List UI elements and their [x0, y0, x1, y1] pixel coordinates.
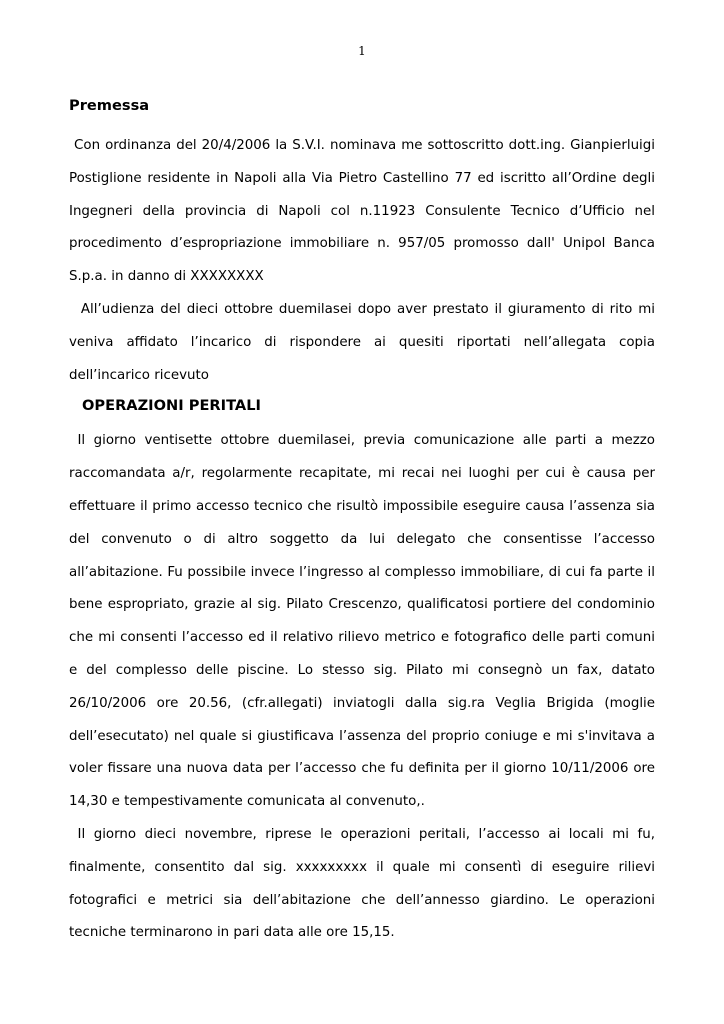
section-heading-operazioni-peritali: OPERAZIONI PERITALI: [82, 397, 261, 415]
page-number: 1: [358, 44, 366, 58]
paragraph-secondo-accesso: Il giorno dieci novembre, riprese le operazioni peritali, l’accesso ai locali mi fu, finalmente, consentito dal sig. xxxxxxxxx il quale mi consentì di eseguire rilievi fotografici e metrici sia dell’abitazione che dell’annesso giardino. Le operazioni tecniche terminarono in pari data alle ore 15,15.: [69, 826, 660, 941]
paragraph-udienza: All’udienza del dieci ottobre duemilasei dopo aver prestato il giuramento di rito mi veniva affidato l’incarico di rispondere ai quesiti riportati nell’allegata copia dell’incarico ricevuto: [69, 301, 660, 383]
section-heading-premessa: Premessa: [69, 97, 150, 114]
paragraph-primo-accesso: Il giorno ventisette ottobre duemilasei, previa comunicazione alle parti a mezzo raccomandata a/r, regolarmente recapitate, mi recai nei luoghi per cui è causa per effettuare il primo accesso tecnico che risultò impossibile eseguire causa l’assenza sia del convenuto o di altro soggetto da lui delegato che consentisse l’accesso all’abitazione. Fu possibile invece l’ingresso al complesso immobiliare, di cui fa parte il bene espropriato, grazie al sig. Pilato Crescenzo, qualificatosi portiere del condominio che mi consenti l’accesso ed il relativo rilievo metrico e fotografico delle parti comuni e del complesso delle piscine. Lo stesso sig. Pilato mi consegnò un fax, datato 26/10/2006 ore 20.56, (cfr.allegati) inviatogli dalla sig.ra Veglia Brigida (moglie dell’esecutato) nel quale si giustificava l’assenza del proprio coniuge e mi s'invitava a voler fissare una nuova data per l’accesso che fu definita per il giorno 10/11/2006 ore 14,30 e tempestivamente comunicata al convenuto,.: [69, 433, 660, 810]
document-body: [69, 96, 660, 950]
paragraph-ordinanza: Con ordinanza del 20/4/2006 la S.V.I. nominava me sottoscritto dott.ing. Gianpierluigi Postiglione residente in Napoli alla Via Pietro Castellino 77 ed iscritto all’Ordine degli Ingegneri della provincia di Napoli col n.11923 Consulente Tecnico d’Ufficio nel procedimento d’espropriazione immobiliare n. 957/05 promosso dall' Unipol Banca S.p.a. in danno di XXXXXXXX: [69, 138, 660, 285]
